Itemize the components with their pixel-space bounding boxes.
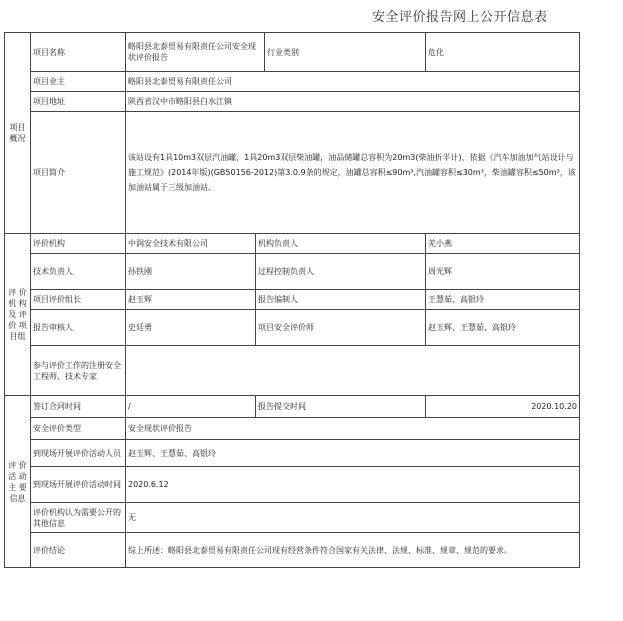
label-contract-time: 签订合同时间 [31,396,126,418]
section-label-evaluator: 评 价机 构及 评价 项目组 [5,234,31,396]
label-safety-evaluator: 项目安全评价师 [256,310,426,346]
label-project-brief: 项目简介 [31,112,126,234]
row-conclusion [5,533,580,568]
label-onsite-time: 到现场开展评价活动时间 [31,467,126,503]
value-onsite-people: 赵玉辉、王慧茹、高银玲 [126,440,580,467]
page-title: 安全评价报告网上公开信息表 [372,10,548,25]
value-tech-head: 孙铁刚 [126,254,256,290]
label-process-head: 过程控制负责人 [256,254,426,290]
label-conclusion: 评价结论 [31,533,126,568]
value-eval-type: 安全现状评价报告 [126,418,580,440]
value-contract-time: / [126,396,256,418]
label-industry: 行业类别 [267,47,299,57]
value-project-address: 陕西省汉中市略阳县白水江镇 [126,92,580,112]
row-eval-org [5,234,580,254]
value-safety-evaluator: 赵玉辉、王慧茹、高银玲 [426,310,580,346]
row-project-name [5,33,580,72]
label-writer: 报告编制人 [256,290,426,310]
value-submit-time: 2020.10.20 [426,396,580,418]
label-disclose: 评价机构认为需要公开的其他信息 [31,503,126,533]
project-name-cell [126,33,426,72]
value-process-head: 周光辉 [426,254,580,290]
row-eval-type [5,418,580,440]
row-contract-time [5,396,580,418]
value-org-head: 羌小燕 [426,234,580,254]
value-project-name: 略阳县北泰贸易有限责任公司安全现状评价报告 [126,33,265,71]
row-disclose [5,503,580,533]
row-project-owner [5,72,580,92]
section-label-activity: 评 价活 动主 要信息 [5,396,31,568]
label-tech-head: 技术负责人 [31,254,126,290]
value-experts [126,346,580,396]
row-project-address [5,92,580,112]
value-conclusion: 综上所述：略阳县北泰贸易有限责任公司现有经营条件符合国家有关法律、法规、标准、规章、规范的要求。 [126,533,580,568]
row-onsite-people [5,440,580,467]
value-industry: 危化 [426,33,580,72]
value-reviewer: 史廷勇 [126,310,256,346]
label-project-owner: 项目业主 [31,72,126,92]
label-project-address: 项目地址 [31,92,126,112]
row-onsite-time [5,467,580,503]
row-tech-head [5,254,580,290]
label-reviewer: 报告审核人 [31,310,126,346]
value-writer: 王慧茹、高银玲 [426,290,580,310]
info-table [4,32,580,568]
value-eval-org: 中润安全技术有限公司 [126,234,256,254]
value-onsite-time: 2020.6.12 [126,467,580,503]
section-label-overview: 项目概况 [5,33,31,234]
value-disclose: 无 [126,503,580,533]
label-eval-type: 安全评价类型 [31,418,126,440]
row-reviewer [5,310,580,346]
value-project-owner: 略阳县北泰贸易有限责任公司 [126,72,580,92]
value-leader: 赵玉辉 [126,290,256,310]
label-leader: 项目评价组长 [31,290,126,310]
label-project-name: 项目名称 [31,33,126,72]
label-experts: 参与评价工作的注册安全工程师、技术专家 [31,346,126,396]
label-eval-org: 评价机构 [31,234,126,254]
label-onsite-people: 到现场开展评价活动人员 [31,440,126,467]
value-project-brief: 该站设有1具10m3双层汽油罐，1具20m3双层柴油罐，油品储罐总容积为20m3(柴油折半计)，依据《汽车加油加气站设计与施工规范》(2014年版)(GB50156-2012)第3.0.9条的规定，油罐总容积≤90m³,汽油罐容积≤30m³，柴油罐容积≤50m³，该加油站属于三级加油站。 [126,112,580,234]
label-submit-time: 报告提交时间 [256,396,426,418]
row-leader [5,290,580,310]
label-org-head: 机构负责人 [256,234,426,254]
row-experts [5,346,580,396]
row-project-brief [5,112,580,234]
